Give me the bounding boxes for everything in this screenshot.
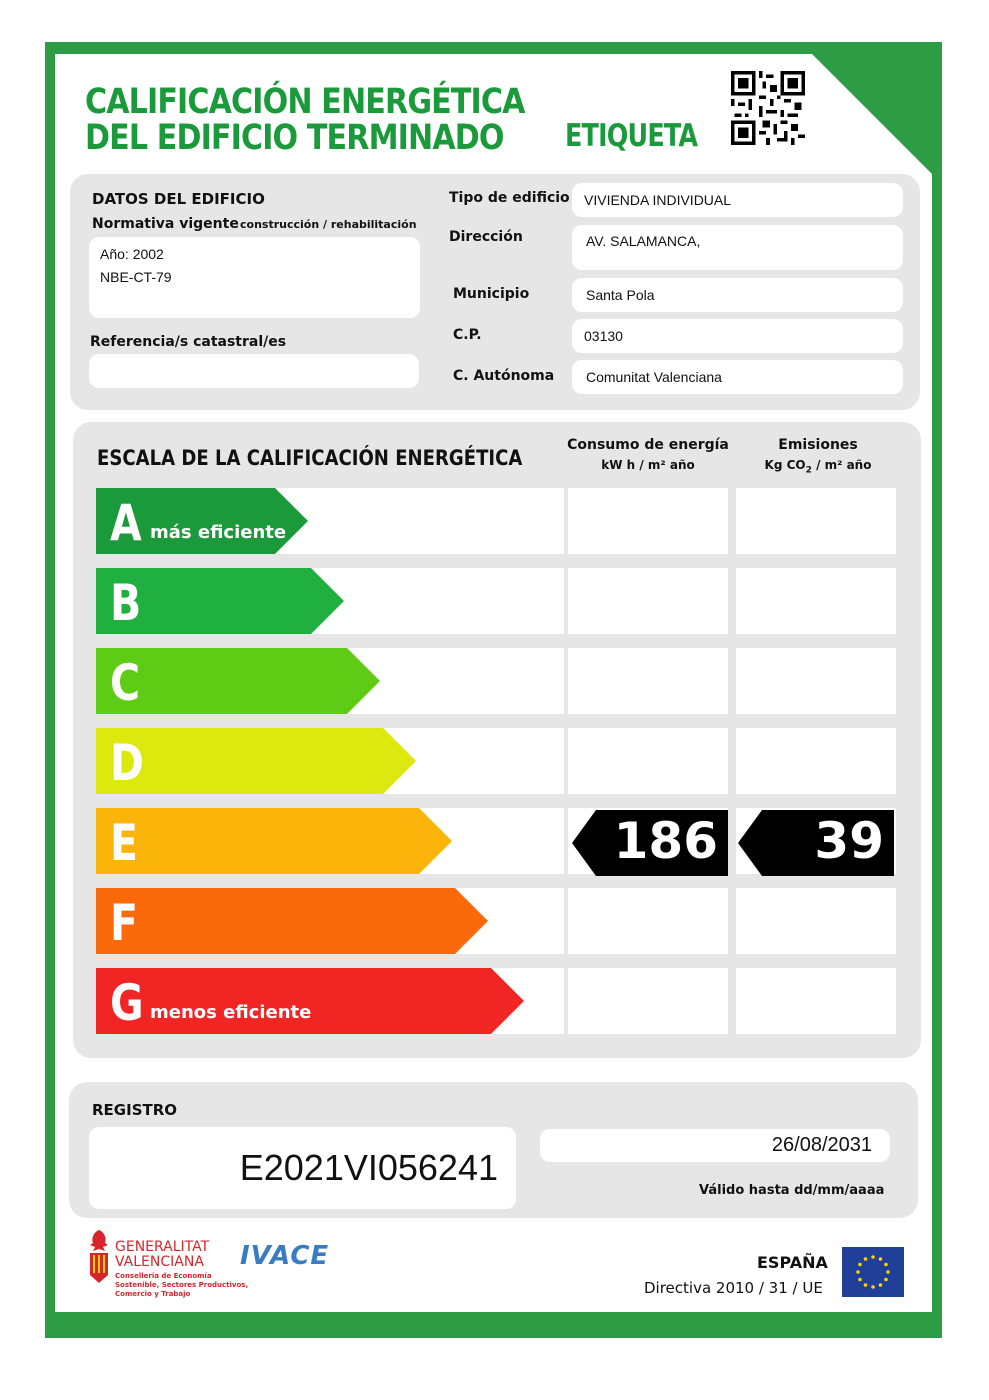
generalitat-logo-icon — [86, 1229, 112, 1284]
emisiones-cell — [736, 728, 896, 794]
qr-code-icon — [731, 71, 805, 145]
eu-star — [858, 1263, 862, 1267]
title-line-2: DEL EDIFICIO TERMINADO — [85, 118, 504, 158]
class-arrow-shape — [96, 808, 452, 874]
eu-star — [864, 1257, 868, 1261]
direccion-value: AV. SALAMANCA, — [586, 233, 701, 249]
eu-star — [886, 1270, 890, 1274]
valid-date-box — [540, 1129, 890, 1162]
eu-star — [871, 1285, 875, 1289]
class-arrow-d — [96, 728, 416, 794]
class-arrow-e — [96, 808, 452, 874]
emisiones-cell — [736, 888, 896, 954]
class-arrow-a — [96, 488, 308, 554]
consumo-indicator-value: 186 — [613, 812, 718, 870]
class-arrow-c — [96, 648, 380, 714]
valid-date: 26/08/2031 — [771, 1134, 872, 1156]
title-line-1: CALIFICACIÓN ENERGÉTICA — [85, 82, 525, 122]
eu-star — [884, 1263, 888, 1267]
ivace-logo: IVACE — [240, 1241, 330, 1271]
eu-star — [879, 1257, 883, 1261]
normativa-value: NBE-CT-79 — [100, 269, 172, 285]
class-arrow-g — [96, 968, 524, 1034]
corner-fold — [800, 42, 942, 184]
directive-label: Directiva 2010 / 31 / UE — [644, 1279, 823, 1297]
autonoma-value: Comunitat Valenciana — [586, 369, 722, 385]
emisiones-unit-sub: 2 — [805, 465, 812, 476]
emisiones-cell — [736, 648, 896, 714]
consumo-cell — [568, 568, 728, 634]
referencia-box — [89, 354, 419, 388]
class-arrow-shape — [96, 968, 524, 1034]
class-letter: F — [110, 894, 139, 952]
consumo-header-title: Consumo de energía — [567, 437, 729, 453]
class-sublabel: más eficiente — [150, 522, 287, 543]
generalitat-line1: GENERALITAT — [115, 1239, 210, 1255]
class-sublabel: menos eficiente — [150, 1002, 312, 1023]
municipio-value: Santa Pola — [586, 287, 655, 303]
class-letter: A — [110, 494, 142, 552]
emisiones-header-unit — [736, 458, 900, 475]
emisiones-header-title: Emisiones — [778, 437, 858, 453]
direccion-label: Dirección — [449, 229, 523, 245]
consumo-cell — [568, 728, 728, 794]
tipo-label: Tipo de edificio — [449, 190, 570, 206]
emisiones-indicator — [738, 810, 894, 876]
consumo-cell — [568, 968, 728, 1034]
year-value: Año: 2002 — [100, 246, 164, 262]
generalitat-line2: VALENCIANA — [115, 1254, 204, 1270]
class-letter: E — [110, 814, 139, 872]
etiqueta-label: ETIQUETA — [565, 118, 698, 154]
emisiones-column-header — [736, 437, 900, 475]
eu-star — [858, 1278, 862, 1282]
generalitat-sub1: Conselleria de Economía — [115, 1272, 212, 1280]
country-label: ESPAÑA — [757, 1253, 828, 1272]
class-letter: D — [110, 734, 145, 792]
generalitat-sub2: Sostenible, Sectores Productivos, — [115, 1281, 249, 1289]
emisiones-cell — [736, 968, 896, 1034]
consumo-cell — [568, 648, 728, 714]
normativa-label: Normativa vigente — [92, 216, 239, 232]
tipo-value: VIVIENDA INDIVIDUAL — [584, 192, 732, 208]
class-arrow-f — [96, 888, 488, 954]
emisiones-cell — [736, 568, 896, 634]
referencia-label: Referencia/s catastral/es — [90, 334, 287, 350]
generalitat-sub3: Comercio y Trabajo — [115, 1290, 191, 1298]
emisiones-unit-post: / m² año — [811, 458, 872, 472]
energy-scale-title: ESCALA DE LA CALIFICACIÓN ENERGÉTICA — [97, 446, 523, 470]
class-arrow-b — [96, 568, 344, 634]
registro-number: E2021VI056241 — [239, 1147, 498, 1188]
class-arrow-shape — [96, 888, 488, 954]
valid-date-label: Válido hasta dd/mm/aaaa — [699, 1183, 885, 1198]
consumo-column-header — [566, 437, 730, 472]
class-letter: C — [110, 654, 141, 712]
normativa-sub-label: construcción / rehabilitación — [240, 218, 417, 231]
municipio-label: Municipio — [453, 286, 530, 302]
consumo-indicator — [572, 810, 728, 876]
class-letter: G — [110, 974, 144, 1032]
eu-star — [864, 1283, 868, 1287]
consumo-header-unit: kW h / m² año — [601, 458, 695, 472]
eu-star — [871, 1255, 875, 1259]
emisiones-cell — [736, 488, 896, 554]
registro-number-box — [89, 1127, 516, 1209]
cp-value: 03130 — [584, 328, 623, 344]
eu-flag-icon — [842, 1247, 904, 1297]
emisiones-indicator-value: 39 — [814, 812, 884, 870]
cp-label: C.P. — [453, 327, 482, 343]
autonoma-label: C. Autónoma — [453, 368, 555, 384]
eu-star — [856, 1270, 860, 1274]
eu-star — [884, 1278, 888, 1282]
building-section-title: DATOS DEL EDIFICIO — [92, 190, 265, 208]
class-letter: B — [110, 574, 142, 632]
emisiones-unit-pre: Kg CO — [764, 458, 806, 472]
eu-star — [879, 1283, 883, 1287]
registro-label: REGISTRO — [92, 1101, 178, 1119]
consumo-cell — [568, 888, 728, 954]
consumo-cell — [568, 488, 728, 554]
